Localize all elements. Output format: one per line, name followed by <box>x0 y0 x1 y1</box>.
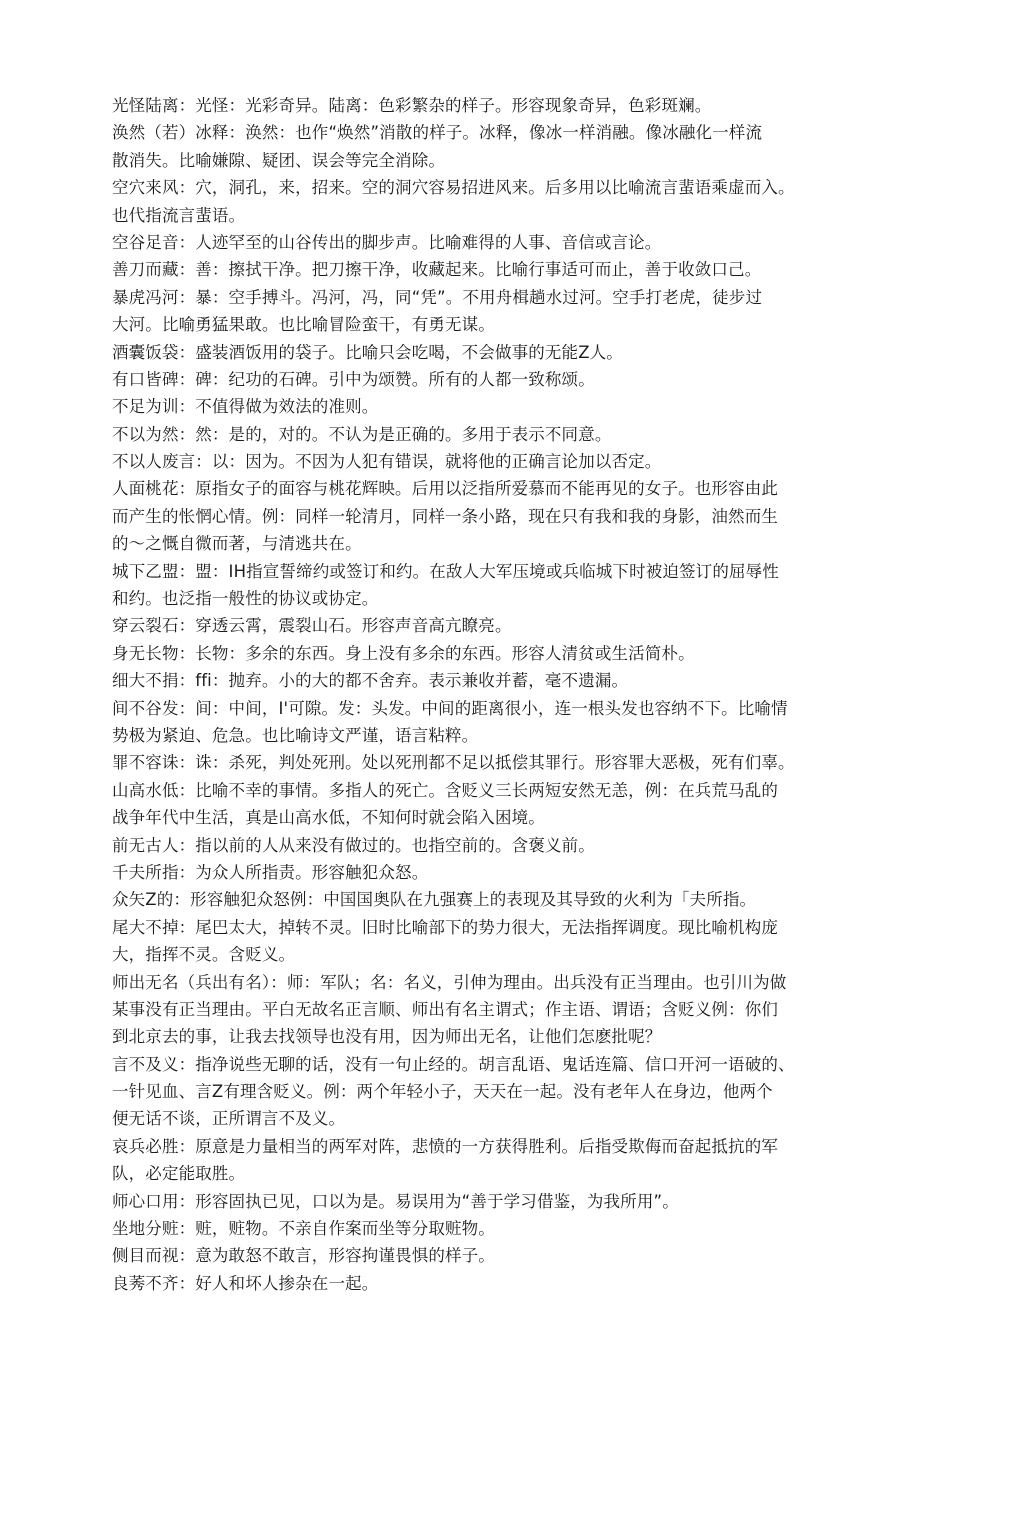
text-line: 坐地分赃：赃，赃物。不亲自作案而坐等分取赃物。 <box>112 1219 495 1239</box>
text-line: 良莠不齐：好人和坏人掺杂在一起。 <box>112 1273 379 1293</box>
text-line: 千夫所指：为众人所指责。形容触犯众怒。 <box>112 862 429 882</box>
text-line: 人面桃花：原指女子的面容与桃花辉映。后用以泛指所爱慕而不能再见的女子。也形容由此 <box>112 479 778 499</box>
text-line: 酒囊饭袋：盛装酒饭用的袋子。比喻只会吃喝，不会做事的无能Z人。 <box>112 342 623 362</box>
text-line: 而产生的怅惘心情。例：同样一轮清月，同样一条小路，现在只有我和我的身影，油然而生 <box>112 506 778 526</box>
text-line: 不以为然：然：是的，对的。不认为是正确的。多用于表示不同意。 <box>112 424 612 444</box>
text-line: 便无话不谈，正所谓言不及义。 <box>112 1109 346 1129</box>
text-line: 罪不容诛：诛：杀死，判处死刑。处以死刑都不足以抵偿其罪行。形容罪大恶极，死有们辜。 <box>112 753 795 773</box>
text-line: 师心口用：形容固执已见，口以为是。易误用为“善于学习借鉴，为我所用”。 <box>112 1191 679 1211</box>
text-line: 大河。比喻勇猛果敢。也比喻冒险蛮干，有勇无谋。 <box>112 315 495 335</box>
document-body <box>112 92 872 1297</box>
text-line: 侧目而视：意为敢怒不敢言，形容拘谨畏惧的样子。 <box>112 1246 495 1266</box>
text-line: 城下乙盟：盟：IH指宣誓缔约或签订和约。在敌人大军压境或兵临城下时被迫签订的屈辱性 <box>112 561 779 581</box>
text-line: 暴虎冯河：暴：空手搏斗。冯河，冯，同“凭”。不用舟楫趟水过河。空手打老虎，徒步过 <box>112 287 763 307</box>
text-line: 到北京去的事，让我去找领导也没有用，因为师出无名，让他们怎麽批呢？ <box>112 1027 662 1047</box>
text-line: 某事没有正当理由。平白无故名正言顺、师出有名主谓式；作主语、谓语；含贬义例：你们 <box>112 999 778 1019</box>
text-line: 身无长物：长物：多余的东西。身上没有多余的东西。形容人清贫或生活简朴。 <box>112 643 695 663</box>
text-line: 势极为紧迫、危急。也比喻诗文严谨，语言粘粹。 <box>112 725 479 745</box>
text-line: 空谷足音：人迹罕至的山谷传出的脚步声。比喻难得的人事、音信或言论。 <box>112 232 662 252</box>
text-line: 散消失。比喻嫌隙、疑团、误会等完全消除。 <box>112 150 445 170</box>
text-line: 尾大不掉：尾巴太大，掉转不灵。旧时比喻部下的势力很大，无法指挥调度。现比喻机构庞 <box>112 917 778 937</box>
text-line: 言不及义：指净说些无聊的话，没有一句止经的。胡言乱语、鬼话连篇、信口开河一语破的、 <box>112 1054 795 1074</box>
text-line: 不以人废言：以：因为。不因为人犯有错误，就将他的正确言论加以否定。 <box>112 452 662 472</box>
text-line: 穿云裂石：穿透云霄，震裂山石。形容声音高亢瞭亮。 <box>112 616 512 636</box>
text-line: 和约。也泛指一般性的协议或协定。 <box>112 589 379 609</box>
text-line: 队，必定能取胜。 <box>112 1164 246 1184</box>
text-line: 善刀而藏：善：擦拭干净。把刀擦干净，收藏起来。比喻行事适可而止，善于收敛口己。 <box>112 260 762 280</box>
text-line: 光怪陆离：光怪：光彩奇异。陆离：色彩繁杂的样子。形容现象奇异，色彩斑斓。 <box>112 96 712 115</box>
text-line: 间不谷发：间：中间，I'可隙。发：头发。中间的距离很小，连一根头发也容纳不下。比喻情 <box>112 698 788 718</box>
text-line: 一针见血、言Z有理含贬义。例：两个年轻小子，天天在一起。没有老年人在身边，他两个 <box>112 1082 773 1102</box>
text-line: 不足为训：不值得做为效法的准则。 <box>112 397 379 417</box>
text-line: 师出无名（兵出有名）：师：军队；名：名义，引伸为理由。出兵没有正当理由。也引川为做 <box>112 972 787 992</box>
text-line: 细大不捐：ffi：抛弃。小的大的都不舍弃。表示兼收并蓄，毫不遗漏。 <box>112 671 629 691</box>
text-line: 也代指流言蜚语。 <box>112 205 246 225</box>
text-line: 哀兵必胜：原意是力量相当的两军对阵，悲愤的一方获得胜利。后指受欺侮而奋起抵抗的军 <box>112 1136 778 1156</box>
text-line: 战争年代中生活，真是山高水低，不知何时就会陷入困境。 <box>112 808 545 828</box>
text-line: 前无古人：指以前的人从来没有做过的。也指空前的。含褒义前。 <box>112 835 595 855</box>
text-line: 涣然（若）冰释：涣然：也作“焕然”消散的样子。冰释，像冰一样消融。像冰融化一样流 <box>112 123 763 143</box>
text-line: 山高水低：比喻不幸的事情。多指人的死亡。含贬义三长两短安然无恙，例：在兵荒马乱的 <box>112 780 778 800</box>
text-line: 空穴来风：穴，洞孔，来，招来。空的洞穴容易招进风来。后多用以比喻流言蜚语乘虚而入。 <box>112 178 795 198</box>
text-line: 的～之慨自微而著，与清逃共在。 <box>112 534 362 554</box>
text-line: 众矢Z的：形容触犯众怒例：中国国奥队在九强赛上的表现及其导致的火利为「夫所指。 <box>112 890 757 910</box>
text-line: 有口皆碑：碑：纪功的石碑。引中为颂赞。所有的人都一致称颂。 <box>112 369 595 389</box>
text-line: 大，指挥不灵。含贬义。 <box>112 945 296 965</box>
